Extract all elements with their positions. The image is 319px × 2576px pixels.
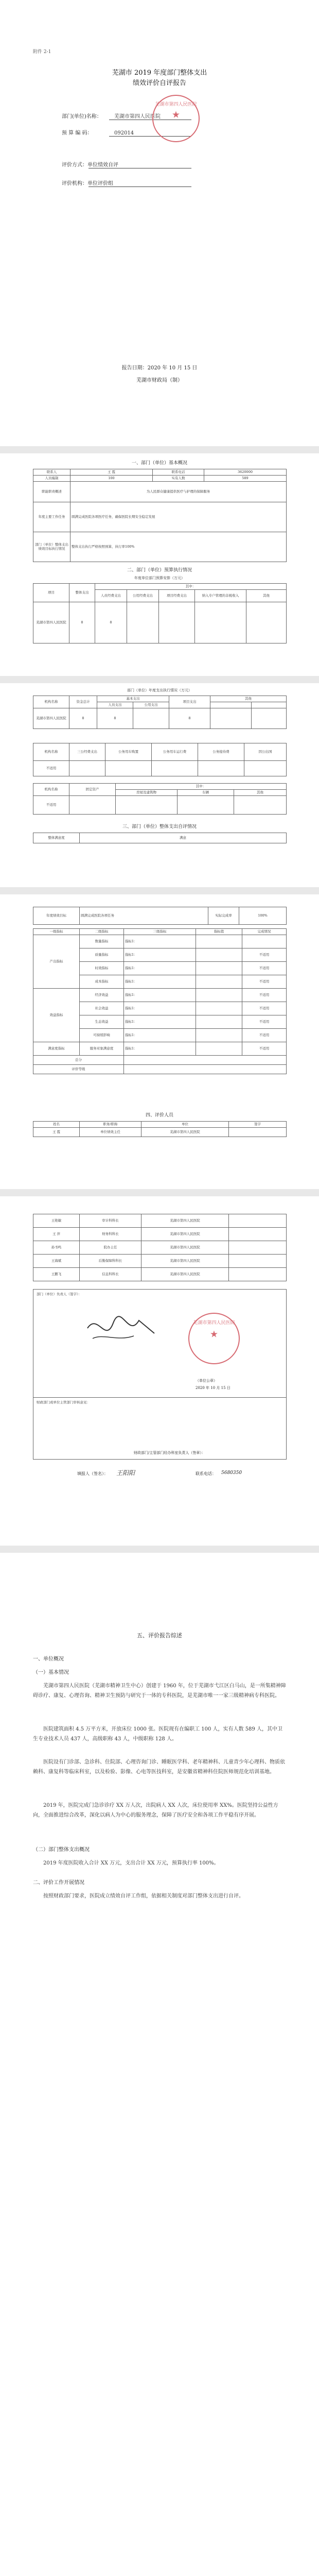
indicator-result: 不适用 <box>242 962 287 975</box>
table-row <box>33 469 287 476</box>
exec-cell <box>133 708 169 729</box>
indicator-header: 三级指标 <box>124 929 196 935</box>
head-date: 2020 年 10 月 15 日 <box>196 1386 231 1390</box>
indicator-header: 一级指标 <box>33 929 80 935</box>
indicator-header: 二级指标 <box>80 929 124 935</box>
table-row <box>33 1214 287 1228</box>
indicator-group-output: 产出指标 <box>33 935 80 989</box>
seal-star-icon: ★ <box>171 109 181 121</box>
asset-sub-vehicle: 车辆 <box>178 790 234 796</box>
staff-quota-value: 100 <box>70 476 153 482</box>
budget-cell: 8 <box>95 602 127 643</box>
evaluator-header: 单位 <box>141 1122 229 1128</box>
sangong-header: 公务用车运行费 <box>152 743 198 761</box>
score-text: 满意 <box>80 833 287 843</box>
evaluator-header: 签字 <box>229 1122 287 1128</box>
evaluator-header: 职务/职称 <box>80 1122 141 1128</box>
table-row <box>33 935 287 948</box>
org-label: 评价机构：单位评价组 <box>62 181 113 187</box>
unit-label: 部门(单位)名称： <box>62 114 102 120</box>
budget-cell: 8 <box>69 602 95 643</box>
signer-title: 信息科科长 <box>80 1268 141 1281</box>
evaluator-unit: 芜湖市第四人民医院 <box>141 1128 229 1137</box>
narrative-h1: 一、单位概况 <box>33 1656 64 1662</box>
expense-sheet <box>0 685 319 881</box>
indicator-level3: 指标1： <box>124 989 196 1002</box>
satisfaction-table <box>33 833 287 843</box>
signer-title: 后勤保障科科长 <box>80 1255 141 1268</box>
asset-sub-other: 其他 <box>234 790 287 796</box>
indicator-result: 不适用 <box>242 989 287 1002</box>
signer-unit: 芜湖市第四人民医院 <box>141 1241 229 1255</box>
evaluator-title: 单位绩效主任 <box>80 1128 141 1137</box>
indicator-value <box>196 989 242 1002</box>
seal-ring-text: 芜湖市第四人民医院 <box>155 102 197 108</box>
asset-table <box>33 783 287 815</box>
signer-sign <box>229 1255 287 1268</box>
indicator-table <box>33 928 287 1074</box>
indicator-group-benefit: 效益指标 <box>33 989 80 1042</box>
indicator-result: 不适用 <box>242 948 287 962</box>
exec-sub-empty <box>210 702 252 708</box>
signoff-table <box>33 1214 287 1281</box>
actual-staff-value: 589 <box>204 476 287 482</box>
page-separator <box>0 446 319 453</box>
sangong-row-value: 不适用 <box>33 761 69 776</box>
fourth-section-title: 四、评价人员 <box>145 1113 173 1118</box>
exec-header-total: 资金总计 <box>69 696 97 708</box>
exec-sub-personnel: 人员支出 <box>97 702 133 708</box>
grade-cell <box>124 1065 287 1074</box>
budget-table-caption: 年度单位部门预算安排（万元） <box>134 576 185 580</box>
attachment-label: 附件 2-1 <box>33 49 51 55</box>
indicator-value <box>196 1042 242 1056</box>
table-row <box>33 761 287 776</box>
target-text: 圆满完成医院各项任务 <box>80 907 208 925</box>
budget-cell <box>246 602 287 643</box>
target-table <box>33 907 287 925</box>
indicator-result <box>242 935 287 948</box>
exec-text: 整体支出执行严格按照预算，执行率100% <box>70 532 287 562</box>
indicator-level2: 质量指标 <box>80 948 124 962</box>
signer-name: 王 萍 <box>33 1228 80 1241</box>
filler-label: 填报人（签名）： <box>77 1471 108 1476</box>
sangong-header: 三公经费支出 <box>69 743 105 761</box>
asset-sub-building: 房屋及建筑物 <box>116 790 178 796</box>
phone-label: 联系电话 <box>153 469 204 476</box>
indicator-value <box>196 948 242 962</box>
evaluator-name: 王 霞 <box>33 1128 80 1137</box>
exec-header-other: 其他 <box>210 696 287 702</box>
signer-sign <box>229 1228 287 1241</box>
signer-unit: 芜湖市第四人民医院 <box>141 1214 229 1228</box>
exec-cell: 8 <box>69 708 97 729</box>
grade-label: 评价等级 <box>33 1065 124 1074</box>
third-section-title: 三、部门（单位）整体支出自评情况 <box>122 824 197 829</box>
narrative-p6: 按照财政部门要求，医院成立绩效自评工作组，依据相关制度对部门整体支出进行自评。 <box>43 1893 244 1899</box>
narrative-p1: 芜湖市第四人民医院（芜湖市精神卫生中心）创建于 1960 年，位于芜湖市弋江区白马山，是一所集精神障碍诊疗、康复、心理咨询、精神卫生预防与研究于一体的专科医院，是芜湖市唯一一家三级精神病专科医院。 <box>33 1683 286 1699</box>
exec-sub-public: 公用支出 <box>133 702 169 708</box>
exec-header-basic: 基本支出 <box>97 696 169 702</box>
total-cell <box>124 1056 287 1065</box>
indicator-result: 不适用 <box>242 1015 287 1029</box>
approval-table <box>33 1289 287 1460</box>
indicator-level2: 服务对象满意度 <box>80 1042 124 1056</box>
sangong-header-unit: 机构名称 <box>33 743 69 761</box>
actual-staff-label: 实有人数 <box>153 476 204 482</box>
table-row <box>33 1056 287 1065</box>
budget-sub-nontax: 纳入专户管理的非税收入 <box>195 590 246 602</box>
table-row <box>33 476 287 482</box>
indicator-result: 不适用 <box>242 1002 287 1015</box>
table-row <box>33 1065 287 1074</box>
total-label: 总分 <box>33 1056 124 1065</box>
asset-cell <box>116 796 178 815</box>
indicator-level3: 指标1： <box>124 962 196 975</box>
duty-text: 为人民群众健康提供医疗与护理的保障服务 <box>70 482 287 502</box>
budget-sub-project: 项目经费支出 <box>159 590 195 602</box>
narrative-section-title: 五、评价报告综述 <box>137 1632 182 1639</box>
page-separator <box>0 887 319 894</box>
contact-value: 王 霞 <box>70 469 153 476</box>
official-seal-stamp <box>152 95 200 142</box>
page-separator <box>0 1189 319 1196</box>
budget-header-item: 项目 <box>33 584 69 602</box>
indicator-header: 完成情况 <box>242 929 287 935</box>
indicator-level3: 指标1： <box>124 935 196 948</box>
basic-section-title: 一、部门（单位）基本概况 <box>131 461 187 466</box>
indicator-value <box>196 975 242 989</box>
review-footer: 财政部门/主管部门经办科室负责人（签章）： <box>134 1451 205 1455</box>
filler-phone-label: 联系电话： <box>196 1471 216 1476</box>
signer-name: 王鹏飞 <box>33 1268 80 1281</box>
cover-sheet <box>0 10 319 443</box>
table-row <box>33 1228 287 1241</box>
filler-phone-value: 5680350 <box>221 1470 242 1476</box>
signer-sign <box>229 1241 287 1255</box>
asset-row-value: 不适用 <box>33 796 69 815</box>
table-row <box>33 743 287 761</box>
budget-section-title: 二、部门（单位）预算执行情况 <box>127 568 192 573</box>
exec-cell: 8 <box>97 708 133 729</box>
table-row <box>33 1268 287 1281</box>
expense-caption: 部门（单位）年度支出执行情况（万元） <box>127 688 192 692</box>
indicator-value <box>196 1015 242 1029</box>
report-date: 报告日期：2020 年 10 月 15 日 <box>121 365 198 371</box>
asset-cell <box>178 796 234 815</box>
issuer: 芜湖市财政局（制） <box>136 378 183 383</box>
indicator-level3: 指标1： <box>124 1029 196 1042</box>
budget-sub-public: 公用经费支出 <box>127 590 159 602</box>
expense-table <box>33 696 287 729</box>
page-separator <box>0 1546 319 1553</box>
signer-name: 王海斌 <box>33 1255 80 1268</box>
target-label: 年度绩效目标 <box>33 907 80 925</box>
sangong-cell <box>198 761 244 776</box>
signer-unit: 芜湖市第四人民医院 <box>141 1255 229 1268</box>
seal-ring-text: 芜湖市第四人民医院 <box>193 1320 235 1326</box>
table-row <box>33 833 287 843</box>
budget-label: 预 算 编 码： <box>62 130 93 136</box>
review-cell <box>33 1398 287 1460</box>
signer-title: 院办主任 <box>80 1241 141 1255</box>
table-row <box>33 784 287 790</box>
indicator-level2: 经济效益 <box>80 989 124 1002</box>
indicator-level3: 指标1： <box>124 975 196 989</box>
table-row <box>33 1042 287 1056</box>
doc-title-line1: 芜湖市 2019 年度部门整体支出 <box>112 69 207 77</box>
asset-cell <box>234 796 287 815</box>
indicator-value <box>196 1002 242 1015</box>
signer-title: 财务科科长 <box>80 1228 141 1241</box>
review-label: 财政部门或单位主管部门审核意见： <box>37 1400 90 1404</box>
indicator-result: 不适用 <box>242 975 287 989</box>
exec-row-label: 芜湖市第四人民医院 <box>33 708 69 729</box>
staff-quota-label: 人员编制 <box>33 476 70 482</box>
sangong-cell <box>105 761 152 776</box>
evaluator-sign <box>229 1128 287 1137</box>
table-row <box>33 696 287 702</box>
page-separator <box>0 676 319 683</box>
asset-cell <box>69 796 116 815</box>
indicator-level2: 时效指标 <box>80 962 124 975</box>
indicator-result: 不适用 <box>242 1029 287 1042</box>
table-row <box>33 1128 287 1137</box>
head-stamp-label: （单位公章） <box>196 1379 217 1383</box>
narrative-p2: 医院建筑面积 4.5 万平方米，开放床位 1000 张。医院现有在编职工 100 人，实有人数 589 人，其中卫生专业技术人员 437 人，高级职称 43 人，中级职称 128 人。 <box>33 1726 282 1742</box>
narrative-h1a: （一）基本情况 <box>33 1670 69 1675</box>
table-row <box>33 482 287 502</box>
score-label: 整体满意度 <box>33 833 80 843</box>
head-sign-cell <box>33 1290 287 1398</box>
handwritten-signature <box>82 1308 160 1349</box>
basic-info-sheet <box>0 455 319 672</box>
narrative-sheet <box>0 1555 319 2576</box>
method-line <box>88 161 191 168</box>
asset-header-fixed: 固定资产 <box>69 784 116 796</box>
exec-cell: 8 <box>169 708 210 729</box>
table-row <box>33 1290 287 1398</box>
exec-label: 部门（单位）整体支出绩效目标执行情况 <box>33 532 70 562</box>
table-row <box>33 532 287 562</box>
signer-name: 王艳敏 <box>33 1214 80 1228</box>
indicator-value <box>196 962 242 975</box>
evaluator-header: 姓名 <box>33 1122 80 1128</box>
budget-value: 092014 <box>114 130 134 136</box>
exec-header-project: 项目支出 <box>169 696 210 708</box>
table-row <box>33 907 287 925</box>
evaluator-table <box>33 1121 287 1137</box>
indicator-level3: 指标1： <box>124 1015 196 1029</box>
duty-label: 职能职责概述 <box>33 482 70 502</box>
sangong-header: 因公出国 <box>244 743 287 761</box>
narrative-h2: 二、评价工作开展情况 <box>33 1880 84 1886</box>
signoff-sheet <box>0 1198 319 1538</box>
narrative-p4: 2019 年，医院完成门急诊诊疗 XX 万人次，出院病人 XX 人次，床位使用率 XX%。医院坚持公益性方向，全面推进综合改革，深化以病人为中心的服务理念，保障了医疗安全和各项工作平稳有序开展。 <box>33 1803 278 1818</box>
sangong-header: 公务用车购置 <box>105 743 152 761</box>
indicator-header: 指标值 <box>196 929 242 935</box>
budget-cell <box>159 602 195 643</box>
budget-cell <box>127 602 159 643</box>
sangong-cell <box>244 761 287 776</box>
sangong-table <box>33 743 287 776</box>
budget-table <box>33 583 287 643</box>
table-row <box>33 1122 287 1128</box>
narrative-h1b: （二）部门整体支出概况 <box>33 1847 90 1853</box>
goals-label: 年度主要工作任务 <box>33 502 70 532</box>
signer-name: 孙书鸣 <box>33 1241 80 1255</box>
budget-header-total: 整体支出 <box>69 584 95 602</box>
exec-cell <box>210 708 252 729</box>
indicator-level3: 指标1： <box>124 948 196 962</box>
table-row <box>33 989 287 1002</box>
signer-sign <box>229 1268 287 1281</box>
budget-header-of-which: 其中： <box>95 584 287 590</box>
indicator-level3: 指标1： <box>124 1002 196 1015</box>
sangong-cell <box>69 761 105 776</box>
table-row <box>33 1241 287 1255</box>
budget-sub-other: 其他 <box>246 590 287 602</box>
basic-info-table <box>33 469 287 562</box>
sangong-header: 公务接待费 <box>198 743 244 761</box>
narrative-p5: 2019 年度医院收入合计 XX 万元，支出合计 XX 万元，预算执行率 100%。 <box>43 1860 219 1866</box>
budget-cell <box>195 602 246 643</box>
exec-cell <box>252 708 287 729</box>
doc-title-line2: 绩效评价自评报告 <box>132 79 186 87</box>
table-row <box>33 1398 287 1460</box>
asset-header-unit: 机构名称 <box>33 784 69 796</box>
indicator-level2: 可持续影响 <box>80 1029 124 1042</box>
unit-seal-stamp <box>188 1313 240 1364</box>
phone-value: 3620000 <box>204 469 287 476</box>
org-line <box>88 180 191 187</box>
exec-sub-empty <box>252 702 287 708</box>
table-row <box>33 602 287 643</box>
exec-header-unit: 机构名称 <box>33 696 69 708</box>
budget-row-label: 芜湖市第四人民医院 <box>33 602 69 643</box>
indicator-sheet <box>0 896 319 1185</box>
narrative-p3: 医院设有门诊部、急诊科、住院部、心理咨询门诊、睡眠医学科、老年精神科、儿童青少年心理科、物质依赖科、康复科等临床科室，以及检验、影像、心电等医技科室，是安徽省精神科住院医师规范化培训基地。 <box>33 1759 285 1775</box>
table-row <box>33 708 287 729</box>
budget-sub-personnel: 人员经费支出 <box>95 590 127 602</box>
rate-value: 100% <box>239 907 287 925</box>
unit-value: 芜湖市第四人民医院 <box>114 114 161 120</box>
indicator-value <box>196 935 242 948</box>
signer-unit: 芜湖市第四人民医院 <box>141 1268 229 1281</box>
indicator-level2: 生态效益 <box>80 1015 124 1029</box>
contact-label: 联系人 <box>33 469 70 476</box>
table-row <box>33 796 287 815</box>
asset-header-of-which: 其中： <box>116 784 287 790</box>
indicator-level2: 成本指标 <box>80 975 124 989</box>
indicator-level2: 社会效益 <box>80 1002 124 1015</box>
goals-text: 圆满完成医院各项医疗任务，确保医院长期安全稳定发展 <box>70 502 287 532</box>
sangong-cell <box>152 761 198 776</box>
signer-sign <box>229 1214 287 1228</box>
table-row <box>33 1255 287 1268</box>
indicator-value <box>196 1029 242 1042</box>
rate-label: 实际完成率 <box>208 907 239 925</box>
indicator-group-satisfaction: 满意度指标 <box>33 1042 80 1056</box>
indicator-level2: 数量指标 <box>80 935 124 948</box>
signer-unit: 芜湖市第四人民医院 <box>141 1228 229 1241</box>
method-label: 评价方式：单位绩效自评 <box>62 162 118 168</box>
indicator-result: 不适用 <box>242 1042 287 1056</box>
table-row <box>33 929 287 935</box>
table-row <box>33 584 287 590</box>
table-row <box>33 502 287 532</box>
indicator-level3: 指标1： <box>124 1042 196 1056</box>
head-sign-label: 部门（单位）负责人（签字）： <box>37 1292 82 1296</box>
signer-title: 审计科科长 <box>80 1214 141 1228</box>
seal-star-icon: ★ <box>209 1329 219 1340</box>
filler-signature: 王阳阳 <box>116 1469 135 1477</box>
